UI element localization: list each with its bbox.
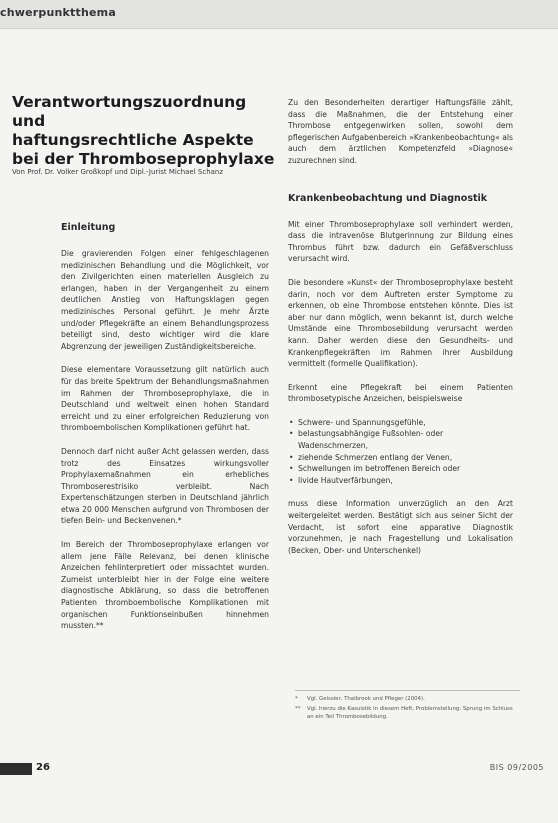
- list-item: • Schwere- und Spannungsgefühle,: [288, 417, 513, 429]
- page-number: 26: [36, 762, 50, 773]
- section-header-bar: [0, 0, 558, 29]
- body-paragraph: Im Bereich der Thromboseprophylaxe erlangen vor allem jene Fälle Relevanz, bei denen klinische Anzeichen fehlinterpretiert oder missachtet wurden. Zumeist unterbleibt hier in der Folge eine weitere diagnostische Abklärung, so dass die betroffenen Patienten thromboembolische Komplikationen mit organischen Funktionseinbußen hinnehmen mussten.**: [61, 540, 269, 631]
- body-paragraph: Dennoch darf nicht außer Acht gelassen werden, dass trotz des Einsatzes wirkungsvoller Prophylaxemaßnahmen ein erhebliches Thromboserestrisiko verbleibt. Nach Expertenschätzungen sterben in Deutschland jährlich etwa 20 000 Menschen aufgrund von Thrombosen der tiefen Bein- und Beckenvenen.*: [61, 446, 269, 526]
- list-item: • ziehende Schmerzen entlang der Venen,: [288, 452, 513, 464]
- footnotes: [295, 690, 520, 723]
- body-paragraph: Die besondere »Kunst« der Thromboseprophylaxe besteht darin, noch vor dem Auftreten erster Symptome zu erkennen, ob eine Thrombose entstehen könnte. Dies ist aber nur dann möglich, wenn bekannt ist, durch welche Umstände eine Thrombosebildung verursacht werden kann. Daher werden diese den Gesundheits- und Krankenpflegekräften im Rahmen ihrer Ausbildung vermittelt (formelle Qualifikation).: [288, 277, 513, 369]
- right-column: [288, 97, 513, 568]
- issue-label: BIS 09/2005: [489, 763, 544, 772]
- article-authors: Von Prof. Dr. Volker Großkopf und Dipl.-Jurist Michael Schanz: [12, 168, 224, 176]
- body-paragraph: Mit einer Thromboseprophylaxe soll verhindert werden, dass die intravenöse Blutgerinnung zur Bildung eines Thrombus führt bzw. dadurch ein Gefäßverschluss verursacht wird.: [288, 219, 513, 264]
- list-item: • belastungsabhängige Fußsohlen- oder Wadenschmerzen,: [288, 428, 513, 451]
- list-item: • Schwellungen im betroffenen Bereich oder: [288, 463, 513, 475]
- section-heading-krankenbeobachtung: Krankenbeobachtung und Diagnostik: [288, 192, 488, 204]
- list-item: • livide Hautverfärbungen,: [288, 475, 513, 487]
- footnote: [295, 705, 520, 721]
- page-footer: [0, 760, 558, 778]
- body-paragraph: Diese elementare Voraussetzung gilt natürlich auch für das breite Spektrum der Behandlungsmaßnahmen im Rahmen der Thromboseprophylaxe, die in Deutschland und weltweit einen hohen Standard erreicht und zu einer erfolgreichen Reduzierung von thromboembolischen Komplikationen geführt hat.: [61, 365, 269, 433]
- footnote-mark: **: [295, 706, 301, 712]
- footnote: [295, 695, 520, 703]
- footnote-text: Vgl. Geissler, Thalbrook und Pfleger (2004).: [307, 696, 425, 702]
- article-title: [12, 93, 282, 169]
- symptom-list: [288, 417, 513, 487]
- page-marker-block: [0, 763, 32, 775]
- footnote-text: Vgl. hierzu die Kasuistik in diesem Heft, Problemstellung: Sprung im Schluss an ein Teil Thrombosebildung.: [307, 706, 513, 720]
- body-paragraph: Die gravierenden Folgen einer fehlgeschlagenen medizinischen Behandlung und die Möglichkeit, vor den Zivilgerichten einen materiellen Ausgleich zu erlangen, haben in der Vergangenheit zu einem deutlichen Anstieg von Haftungsklagen gegen medizinisches Personal geführt. Je mehr Ärzte und/oder Pflegekräfte an einem Behandlungsprozess beteiligt sind, desto wichtiger wird die klare Abgrenzung der jeweiligen Zuständigkeitsbereiche.: [61, 249, 269, 351]
- left-column: [61, 222, 269, 644]
- intro-paragraph: Zu den Besonderheiten derartiger Haftungsfälle zählt, dass die Maßnahmen, die der Entstehung einer Thrombose entgegenwirken sollen, sowohl dem pflegerischen Aufgabenbereich »Krankenbeobachtung« als auch dem ärztlichen Kompetenzfeld »Diagnose« zuzurechnen sind.: [288, 98, 513, 165]
- title-line: bei der Thromboseprophylaxe: [12, 150, 275, 168]
- title-line: haftungsrechtliche Aspekte: [12, 131, 254, 149]
- section-heading-einleitung: Einleitung: [61, 222, 116, 233]
- section-tag: chwerpunktthema: [0, 6, 116, 19]
- body-paragraph: Erkennt eine Pflegekraft bei einem Patienten thrombosetypische Anzeichen, beispielsweise: [288, 382, 513, 404]
- body-paragraph: muss diese Information unverzüglich an den Arzt weitergeleitet werden. Bestätigt sich aus seiner Sicht der Verdacht, ist sofort eine apparative Diagnostik vorzunehmen, je nach Fragestellung und Lokalisation (Becken, Ober- und Unterschenkel): [288, 499, 513, 555]
- footnote-mark: *: [295, 696, 298, 702]
- title-line: Verantwortungszuordnung und: [12, 93, 247, 130]
